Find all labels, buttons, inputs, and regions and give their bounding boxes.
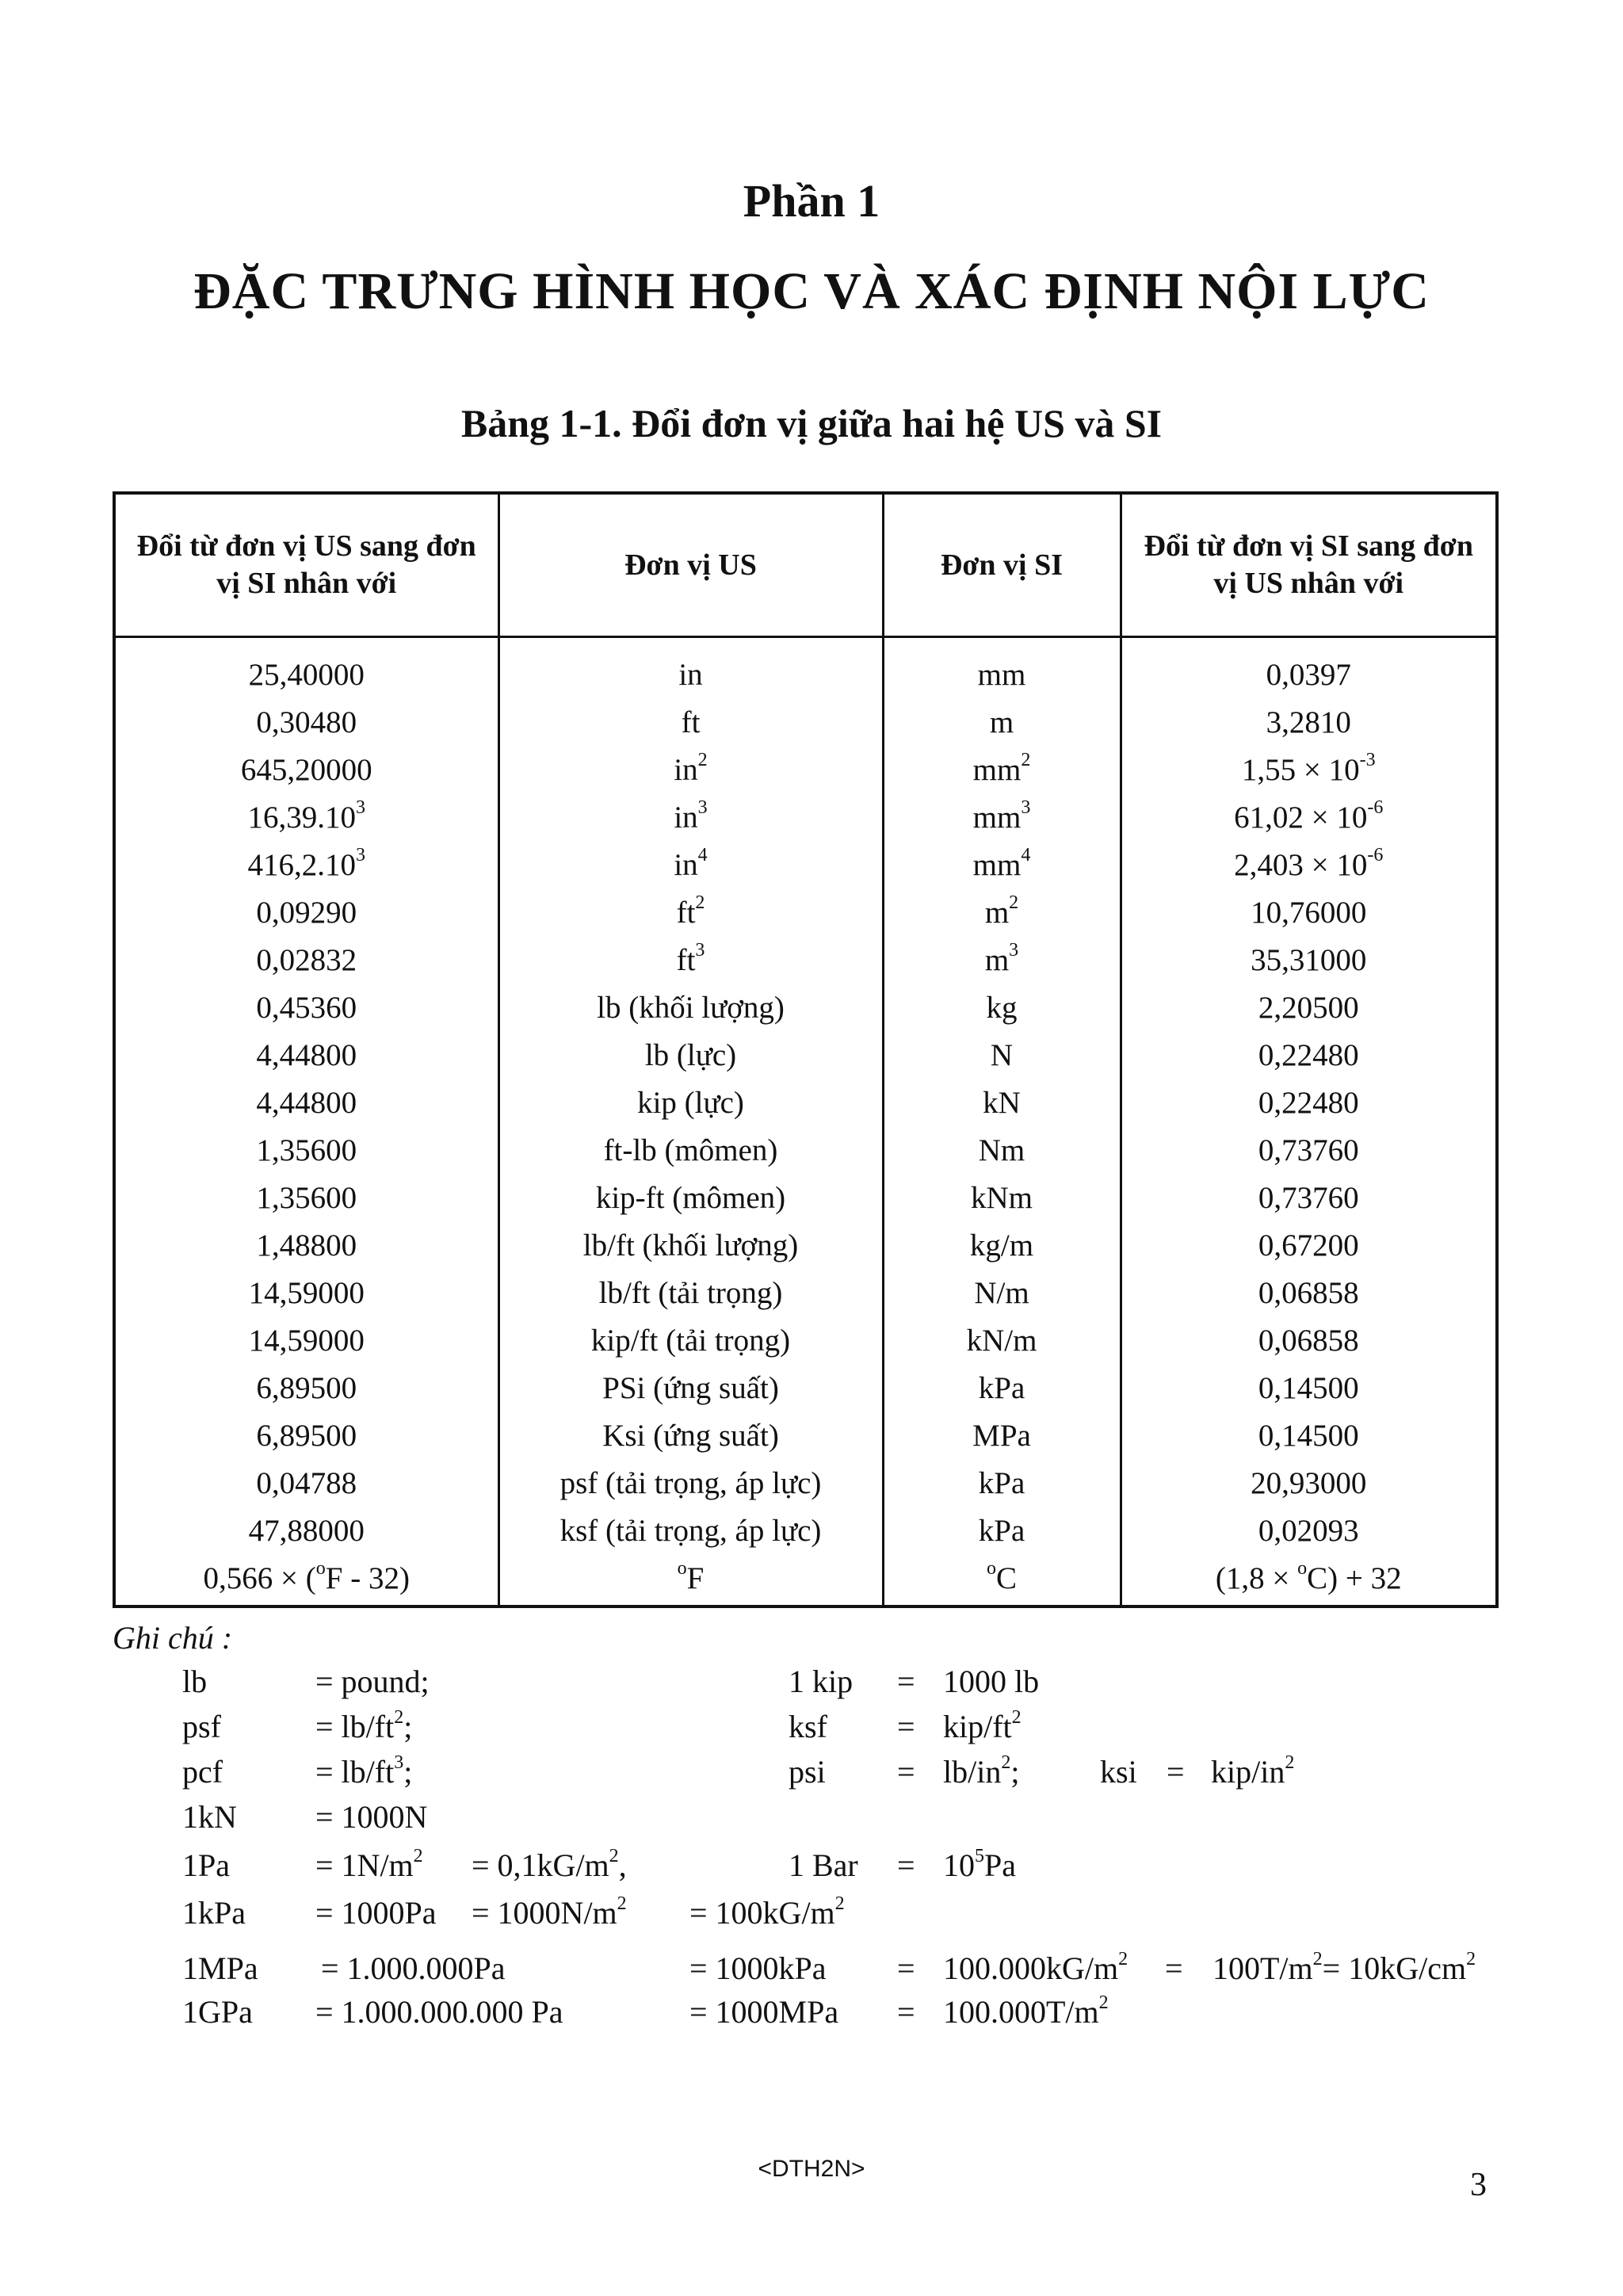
note-lb: lb xyxy=(182,1664,208,1699)
cell-si-to-us: 0,14500 xyxy=(1121,1364,1497,1412)
note-psi-val: $lb/in^2$; xyxy=(943,1752,1020,1790)
cell-us-unit: kip (lực) xyxy=(498,1079,883,1126)
cell-si-to-us: 0,73760 xyxy=(1121,1174,1497,1221)
table-row xyxy=(114,1031,1497,1079)
note-psi-eq: = xyxy=(897,1754,915,1790)
cell-si-to-us: 0,22480 xyxy=(1121,1079,1497,1126)
table-row xyxy=(114,1221,1497,1269)
note-kpa: 1kPa xyxy=(182,1895,246,1931)
cell-us-to-si: 1,35600 xyxy=(114,1174,498,1221)
table-row xyxy=(114,1459,1497,1507)
cell-us-to-si: 1,35600 xyxy=(114,1126,498,1174)
cell-si-unit: mm xyxy=(883,637,1121,699)
cell-si-to-us: $2,403 \times 10^{-6}$ xyxy=(1121,841,1497,888)
cell-si-to-us: $61,02 \times 10^{-6}$ xyxy=(1121,793,1497,841)
header-us-to-si: Đổi từ đơn vị US sang đơn vị SI nhân với xyxy=(114,493,498,637)
cell-us-unit: ft xyxy=(498,698,883,746)
note-kip-val: 1000 lb xyxy=(943,1664,1040,1699)
cell-si-to-us: 10,76000 xyxy=(1121,888,1497,936)
note-gpa-eq1: = 1.000.000.000 Pa xyxy=(315,1994,563,2030)
cell-us-unit: lb (lực) xyxy=(498,1031,883,1079)
cell-si-to-us: 20,93000 xyxy=(1121,1459,1497,1507)
cell-si-unit: N xyxy=(883,1031,1121,1079)
cell-us-to-si: 14,59000 xyxy=(114,1269,498,1316)
cell-us-unit: lb (khối lượng) xyxy=(498,984,883,1031)
table-row xyxy=(114,888,1497,936)
note-kpa-eq3: = $100kG/m^2$ xyxy=(689,1893,845,1931)
footer-code: <DTH2N> xyxy=(758,2156,865,2182)
cell-us-to-si: 4,44800 xyxy=(114,1031,498,1079)
cell-si-unit: kg/m xyxy=(883,1221,1121,1269)
cell-si-unit: $mm^2$ xyxy=(883,746,1121,793)
note-ksi-eq: = xyxy=(1167,1754,1185,1790)
note-pa-eq1: = $1N/m^2$ xyxy=(315,1846,423,1883)
cell-si-to-us: 0,14500 xyxy=(1121,1412,1497,1459)
cell-us-to-si: 1,48800 xyxy=(114,1221,498,1269)
cell-si-unit: $^o$C xyxy=(883,1554,1121,1606)
cell-us-unit: kip-ft (mômen) xyxy=(498,1174,883,1221)
table-row xyxy=(114,936,1497,984)
cell-us-unit: $ft^3$ xyxy=(498,936,883,984)
cell-si-unit: kPa xyxy=(883,1459,1121,1507)
cell-si-to-us: 2,20500 xyxy=(1121,984,1497,1031)
cell-us-to-si: 25,40000 xyxy=(114,637,498,699)
table-row xyxy=(114,1316,1497,1364)
note-gpa-eq3: = xyxy=(897,1994,915,2030)
cell-us-to-si: 0,30480 xyxy=(114,698,498,746)
chapter-title: ĐẶC TRƯNG HÌNH HỌC VÀ XÁC ĐỊNH NỘI LỰC xyxy=(193,262,1430,320)
table-row xyxy=(114,1174,1497,1221)
table-row xyxy=(114,793,1497,841)
note-mpa-eq3: = xyxy=(897,1950,915,1986)
page-number: 3 xyxy=(1470,2167,1487,2203)
note-bar-val: $10^5Pa$ xyxy=(943,1846,1016,1883)
cell-us-to-si: 0,02832 xyxy=(114,936,498,984)
cell-us-unit: ksf (tải trọng, áp lực) xyxy=(498,1507,883,1554)
note-gpa-val3: $100.000T/m^2$ xyxy=(943,1992,1109,2030)
cell-us-to-si: 16,39.10$^3$ xyxy=(114,793,498,841)
note-ksi: ksi xyxy=(1100,1754,1137,1790)
note-psf: psf xyxy=(182,1709,221,1744)
note-kpa-eq2: = $1000N/m^2$ xyxy=(472,1893,627,1931)
cell-us-unit: $ft^2$ xyxy=(498,888,883,936)
note-gpa-eq2: = 1000MPa xyxy=(689,1994,839,2030)
cell-si-to-us: 0,06858 xyxy=(1121,1269,1497,1316)
conversion-table xyxy=(113,491,1499,1608)
table-row xyxy=(114,698,1497,746)
cell-us-to-si: 0,04788 xyxy=(114,1459,498,1507)
note-mpa-val3: $100.000kG/m^2$ xyxy=(943,1949,1128,1986)
cell-si-unit: $m^2$ xyxy=(883,888,1121,936)
note-kip-eq: = xyxy=(897,1664,915,1699)
note-ksf-val: kip/$ft^2$ xyxy=(943,1707,1022,1744)
table-row xyxy=(114,1364,1497,1412)
header-si-unit: Đơn vị SI xyxy=(883,493,1121,637)
table-row xyxy=(114,1079,1497,1126)
note-psi: psi xyxy=(789,1754,826,1790)
note-lb-eq: = pound; xyxy=(315,1664,430,1699)
cell-us-to-si: 6,89500 xyxy=(114,1412,498,1459)
cell-us-unit: psf (tải trọng, áp lực) xyxy=(498,1459,883,1507)
cell-us-unit: lb/ft (khối lượng) xyxy=(498,1221,883,1269)
cell-us-to-si: 416,2.10$^3$ xyxy=(114,841,498,888)
cell-us-unit: lb/ft (tải trọng) xyxy=(498,1269,883,1316)
table-row xyxy=(114,1554,1497,1606)
cell-si-to-us: (1,8 × $^o$C) + 32 xyxy=(1121,1554,1497,1606)
note-kip: 1 kip xyxy=(789,1664,854,1699)
cell-us-to-si: 47,88000 xyxy=(114,1507,498,1554)
note-pa-eq2: = $0,1kG/m^2$, xyxy=(472,1846,627,1883)
note-kpa-eq1: = 1000Pa xyxy=(315,1895,437,1931)
cell-si-to-us: 0,22480 xyxy=(1121,1031,1497,1079)
cell-si-unit: kPa xyxy=(883,1364,1121,1412)
cell-si-unit: kg xyxy=(883,984,1121,1031)
table-row xyxy=(114,1269,1497,1316)
table-row xyxy=(114,1507,1497,1554)
note-psf-eq: = $lb/ft^2$; xyxy=(315,1707,413,1744)
table-row xyxy=(114,841,1497,888)
note-ksi-val: kip/$in^2$ xyxy=(1211,1752,1295,1790)
cell-us-to-si: 6,89500 xyxy=(114,1364,498,1412)
cell-us-unit: kip/ft (tải trọng) xyxy=(498,1316,883,1364)
cell-us-unit: $in^2$ xyxy=(498,746,883,793)
note-mpa-val4: $100T/m^2= 10kG/cm^2$ xyxy=(1212,1949,1476,1986)
note-pcf-eq: = $lb/ft^3$; xyxy=(315,1752,413,1790)
cell-si-unit: kN xyxy=(883,1079,1121,1126)
table-row xyxy=(114,1412,1497,1459)
cell-si-to-us: 0,0397 xyxy=(1121,637,1497,699)
note-ksf-eq: = xyxy=(897,1709,915,1744)
notes-label: Ghi chú : xyxy=(113,1620,233,1656)
note-ksf: ksf xyxy=(789,1709,827,1744)
cell-us-unit: in xyxy=(498,637,883,699)
note-bar-eq: = xyxy=(897,1847,915,1883)
cell-si-to-us: $1,55 \times 10^{-3}$ xyxy=(1121,746,1497,793)
note-gpa: 1GPa xyxy=(182,1994,253,2030)
table-header-row xyxy=(114,493,1497,637)
note-mpa-eq2: = 1000kPa xyxy=(689,1950,827,1986)
cell-us-to-si: 14,59000 xyxy=(114,1316,498,1364)
cell-us-unit: $in^4$ xyxy=(498,841,883,888)
table-row xyxy=(114,984,1497,1031)
cell-us-unit: Ksi (ứng suất) xyxy=(498,1412,883,1459)
cell-si-to-us: 0,73760 xyxy=(1121,1126,1497,1174)
note-mpa-eq1: = 1.000.000Pa xyxy=(321,1950,506,1986)
cell-si-unit: kN/m xyxy=(883,1316,1121,1364)
cell-si-unit: $m^3$ xyxy=(883,936,1121,984)
cell-si-unit: m xyxy=(883,698,1121,746)
cell-si-to-us: 3,2810 xyxy=(1121,698,1497,746)
cell-si-to-us: 0,02093 xyxy=(1121,1507,1497,1554)
cell-us-unit: $^o$F xyxy=(498,1554,883,1606)
header-us-unit: Đơn vị US xyxy=(498,493,883,637)
cell-si-unit: $mm^3$ xyxy=(883,793,1121,841)
cell-si-unit: kNm xyxy=(883,1174,1121,1221)
cell-us-unit: ft-lb (mômen) xyxy=(498,1126,883,1174)
note-kn-eq: = 1000N xyxy=(315,1799,428,1835)
cell-us-unit: $in^3$ xyxy=(498,793,883,841)
cell-us-to-si: 0,09290 xyxy=(114,888,498,936)
note-mpa: 1MPa xyxy=(182,1950,258,1986)
header-si-to-us: Đổi từ đơn vị SI sang đơn vị US nhân với xyxy=(1121,493,1497,637)
table-row xyxy=(114,637,1497,699)
cell-us-unit: PSi (ứng suất) xyxy=(498,1364,883,1412)
cell-si-to-us: 0,06858 xyxy=(1121,1316,1497,1364)
cell-us-to-si: 0,45360 xyxy=(114,984,498,1031)
cell-si-unit: N/m xyxy=(883,1269,1121,1316)
cell-us-to-si: 4,44800 xyxy=(114,1079,498,1126)
cell-us-to-si: 0,566 × ($^o$F - 32) xyxy=(114,1554,498,1606)
table-row xyxy=(114,746,1497,793)
cell-si-unit: Nm xyxy=(883,1126,1121,1174)
note-kn: 1kN xyxy=(182,1799,237,1835)
note-pcf: pcf xyxy=(182,1754,223,1790)
cell-us-to-si: 645,20000 xyxy=(114,746,498,793)
note-mpa-eq4: = xyxy=(1165,1950,1183,1986)
table-caption: Bảng 1-1. Đổi đơn vị giữa hai hệ US và SI xyxy=(460,401,1163,445)
cell-si-unit: $mm^4$ xyxy=(883,841,1121,888)
note-pa: 1Pa xyxy=(182,1847,230,1883)
table-row xyxy=(114,1126,1497,1174)
cell-si-to-us: 35,31000 xyxy=(1121,936,1497,984)
note-bar: 1 Bar xyxy=(789,1847,858,1883)
cell-si-to-us: 0,67200 xyxy=(1121,1221,1497,1269)
part-title: Phần 1 xyxy=(743,175,880,227)
cell-si-unit: MPa xyxy=(883,1412,1121,1459)
cell-si-unit: kPa xyxy=(883,1507,1121,1554)
